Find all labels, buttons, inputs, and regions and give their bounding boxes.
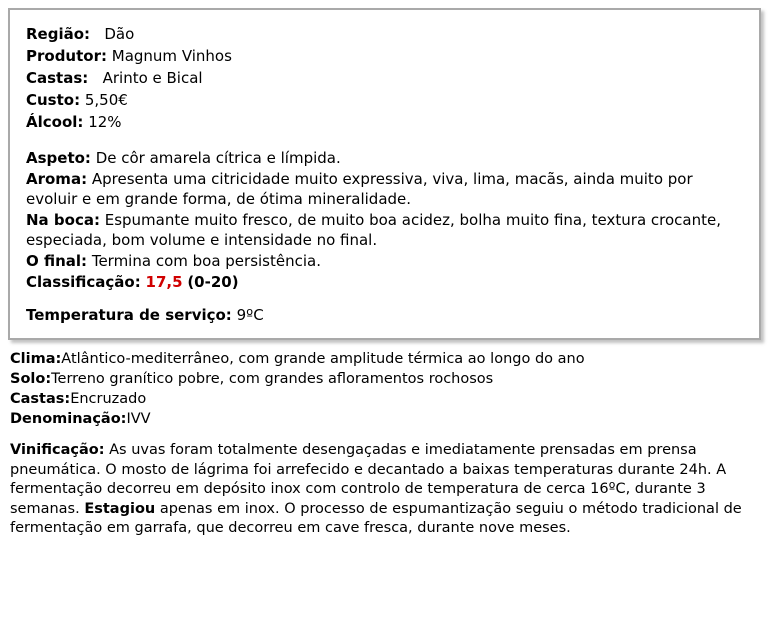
detail-castas-label: Castas: — [10, 391, 71, 407]
serving-temperature-label: Temperatura de serviço: — [26, 306, 232, 324]
field-produtor-label: Produtor: — [26, 47, 107, 65]
detail-castas-value: Encruzado — [70, 391, 147, 407]
detail-clima — [10, 350, 759, 369]
field-castas — [26, 68, 743, 88]
vinification-text-part1: As uvas foram totalmente desengaçadas e imediatamente prensadas em prensa pneumática. O mosto de lágrima foi arrefecido e decantado a baixas temperaturas durante 24h. A fermentação decorreu em depósito inox com controlo de temperatura de cerca 16ºC, durante 3 semanas. — [10, 442, 727, 517]
detail-solo — [10, 370, 759, 389]
classification-row — [26, 272, 743, 292]
detail-denominacao-value: IVV — [126, 411, 151, 427]
classification-label: Classificação: — [26, 273, 141, 291]
tasting-aroma — [26, 169, 743, 209]
field-castas-label: Castas: — [26, 69, 89, 87]
detail-denominacao-label: Denominação: — [10, 411, 127, 427]
field-custo-value: 5,50€ — [84, 91, 128, 109]
vinification-bold-estagiou: Estagiou — [84, 500, 156, 517]
field-regiao — [26, 24, 743, 44]
field-alcool-value: 12% — [88, 113, 122, 131]
detail-castas — [10, 390, 759, 409]
tasting-aroma-text: Apresenta uma citricidade muito expressiva, viva, lima, macãs, ainda muito por evoluir e em grande forma, de ótima mineralidade. — [26, 170, 693, 208]
field-produtor-value: Magnum Vinhos — [111, 47, 232, 65]
tasting-ofinal-label: O final: — [26, 252, 88, 270]
detail-solo-label: Solo: — [10, 371, 52, 387]
tasting-naboca — [26, 210, 743, 250]
field-custo — [26, 90, 743, 110]
vinification-label: Vinificação: — [10, 442, 105, 458]
detail-clima-label: Clima: — [10, 351, 62, 367]
tasting-ofinal — [26, 251, 743, 271]
classification-score: 17,5 — [145, 273, 183, 291]
vinification-paragraph — [10, 441, 759, 539]
field-produtor — [26, 46, 743, 66]
spacer — [26, 293, 743, 305]
tasting-aspeto-text: De côr amarela cítrica e límpida. — [95, 149, 341, 167]
tasting-naboca-text: Espumante muito fresco, de muito boa acidez, bolha muito fina, textura crocante, especiada, bom volume e intensidade no final. — [26, 211, 721, 249]
field-custo-label: Custo: — [26, 91, 81, 109]
wine-info-card — [8, 8, 761, 340]
field-alcool — [26, 112, 743, 132]
vinification-text-part2: apenas em inox. O processo de espumantização seguiu o método tradicional de fermentação em garrafa, que decorreu em cave fresca, durante nove meses. — [10, 500, 742, 536]
field-alcool-label: Álcool: — [26, 113, 84, 131]
spacer — [26, 134, 743, 148]
detail-clima-value: Atlântico-mediterrâneo, com grande amplitude térmica ao longo do ano — [61, 351, 585, 367]
serving-temperature — [26, 305, 743, 325]
tasting-ofinal-text: Termina com boa persistência. — [91, 252, 321, 270]
field-castas-value: Arinto e Bical — [102, 69, 203, 87]
tasting-naboca-label: Na boca: — [26, 211, 100, 229]
tasting-aspeto-label: Aspeto: — [26, 149, 91, 167]
serving-temperature-value: 9ºC — [236, 306, 264, 324]
field-regiao-value: Dão — [104, 25, 135, 43]
detail-solo-value: Terreno granítico pobre, com grandes afloramentos rochosos — [51, 371, 494, 387]
tasting-aroma-label: Aroma: — [26, 170, 88, 188]
details-block — [8, 350, 761, 539]
tasting-aspeto — [26, 148, 743, 168]
classification-range: (0-20) — [187, 273, 239, 291]
field-regiao-label: Região: — [26, 25, 91, 43]
detail-denominacao — [10, 410, 759, 429]
